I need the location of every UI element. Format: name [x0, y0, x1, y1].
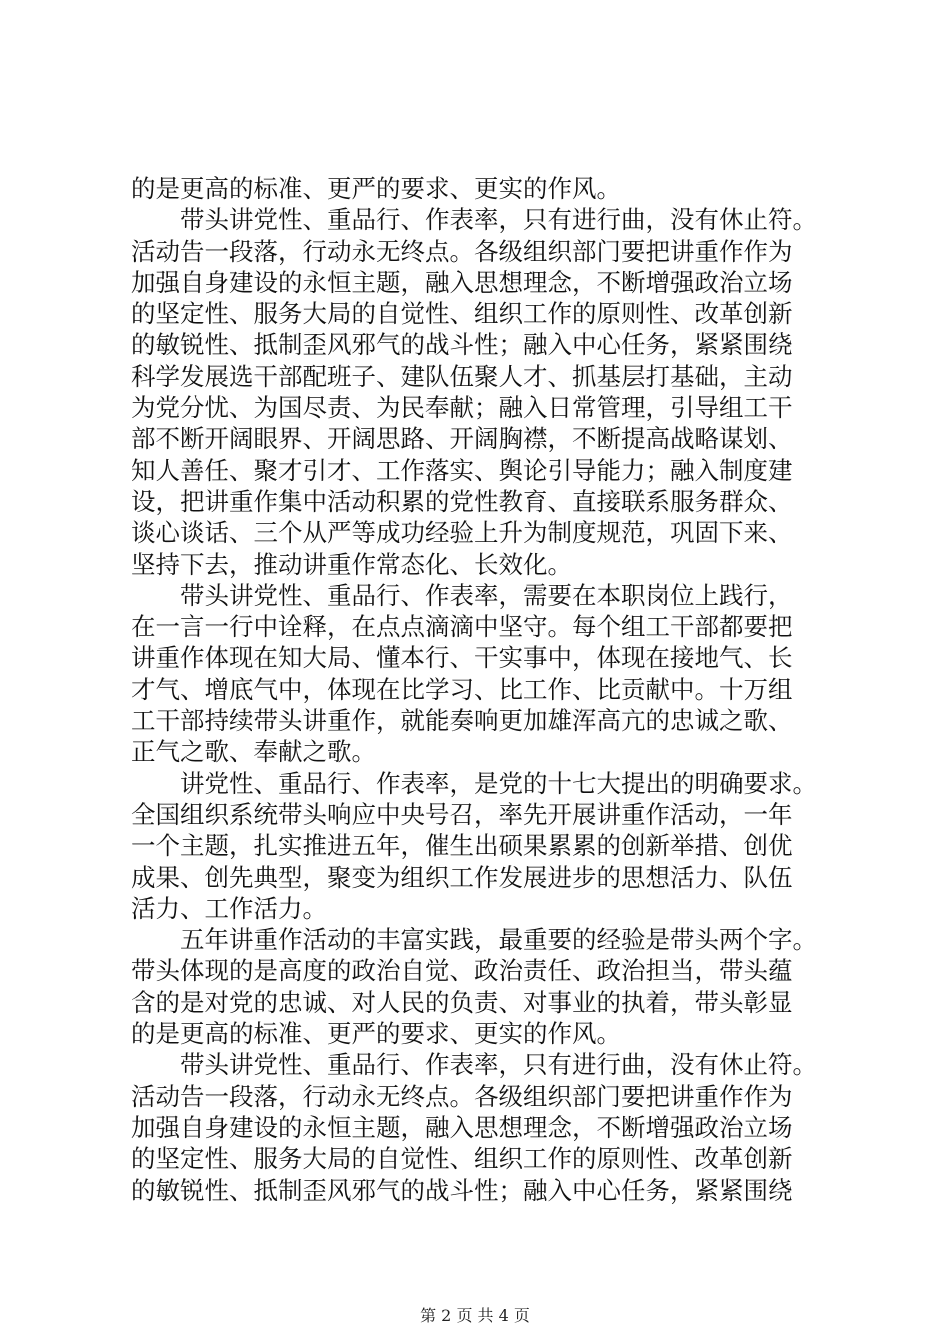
text-line: 设，把讲重作集中活动积累的党性教育、直接联系服务群众、: [131, 486, 793, 516]
text-line: 正气之歌、奉献之歌。: [131, 737, 376, 767]
text-line: 的敏锐性、抵制歪风邪气的战斗性；融入中心任务，紧紧围绕: [131, 330, 793, 360]
text-line: 知人善任、聚才引才、工作落实、舆论引导能力；融入制度建: [131, 455, 793, 485]
text-line: 一个主题，扎实推进五年，催生出硕果累累的创新举措、创优: [131, 831, 793, 861]
text-line: 加强自身建设的永恒主题，融入思想理念，不断增强政治立场: [131, 267, 793, 297]
text-line: 带头讲党性、重品行、作表率，需要在本职岗位上践行，: [180, 580, 793, 610]
page-footer: 第 2 页 共 4 页: [420, 1306, 530, 1325]
text-line: 带头讲党性、重品行、作表率，只有进行曲，没有休止符。: [180, 1050, 817, 1080]
text-line: 科学发展选干部配班子、建队伍聚人才、抓基层打基础，主动: [131, 361, 793, 391]
document-body: [131, 173, 841, 1206]
text-line: 活动告一段落，行动永无终点。各级组织部门要把讲重作作为: [131, 236, 793, 266]
text-line: 活力、工作活力。: [131, 893, 327, 923]
text-line: 活动告一段落，行动永无终点。各级组织部门要把讲重作作为: [131, 1081, 793, 1111]
text-line: 在一言一行中诠释，在点点滴滴中坚守。每个组工干部都要把: [131, 612, 793, 642]
text-line: 谈心谈话、三个从严等成功经验上升为制度规范，巩固下来、: [131, 518, 793, 548]
text-line: 带头讲党性、重品行、作表率，只有进行曲，没有休止符。: [180, 205, 817, 235]
text-line: 工干部持续带头讲重作，就能奏响更加雄浑高亢的忠诚之歌、: [131, 706, 793, 736]
text-line: 为党分忧、为国尽责、为民奉献；融入日常管理，引导组工干: [131, 393, 793, 423]
text-line: 五年讲重作活动的丰富实践，最重要的经验是带头两个字。: [180, 925, 817, 955]
text-line: 的敏锐性、抵制歪风邪气的战斗性；融入中心任务，紧紧围绕: [131, 1175, 793, 1205]
text-line: 含的是对党的忠诚、对人民的负责、对事业的执着，带头彰显: [131, 987, 793, 1017]
text-line: 的坚定性、服务大局的自觉性、组织工作的原则性、改革创新: [131, 1144, 793, 1174]
text-line: 的是更高的标准、更严的要求、更实的作风。: [131, 174, 621, 203]
text-line: 成果、创先典型，聚变为组织工作发展进步的思想活力、队伍: [131, 862, 793, 892]
text-line: 全国组织系统带头响应中央号召，率先开展讲重作活动，一年: [131, 799, 793, 829]
text-line: 讲重作体现在知大局、懂本行、干实事中，体现在接地气、长: [131, 643, 793, 673]
text-line: 的是更高的标准、更严的要求、更实的作风。: [131, 1019, 621, 1049]
text-line: 才气、增底气中，体现在比学习、比工作、比贡献中。十万组: [131, 674, 793, 704]
text-line: 加强自身建设的永恒主题，融入思想理念，不断增强政治立场: [131, 1112, 793, 1142]
text-line: 的坚定性、服务大局的自觉性、组织工作的原则性、改革创新: [131, 299, 793, 329]
text-line: 部不断开阔眼界、开阔思路、开阔胸襟，不断提高战略谋划、: [131, 424, 793, 454]
text-line: 讲党性、重品行、作表率，是党的十七大提出的明确要求。: [180, 768, 817, 798]
text-line: 坚持下去，推动讲重作常态化、长效化。: [131, 549, 572, 579]
text-line: 带头体现的是高度的政治自觉、政治责任、政治担当，带头蕴: [131, 956, 793, 986]
